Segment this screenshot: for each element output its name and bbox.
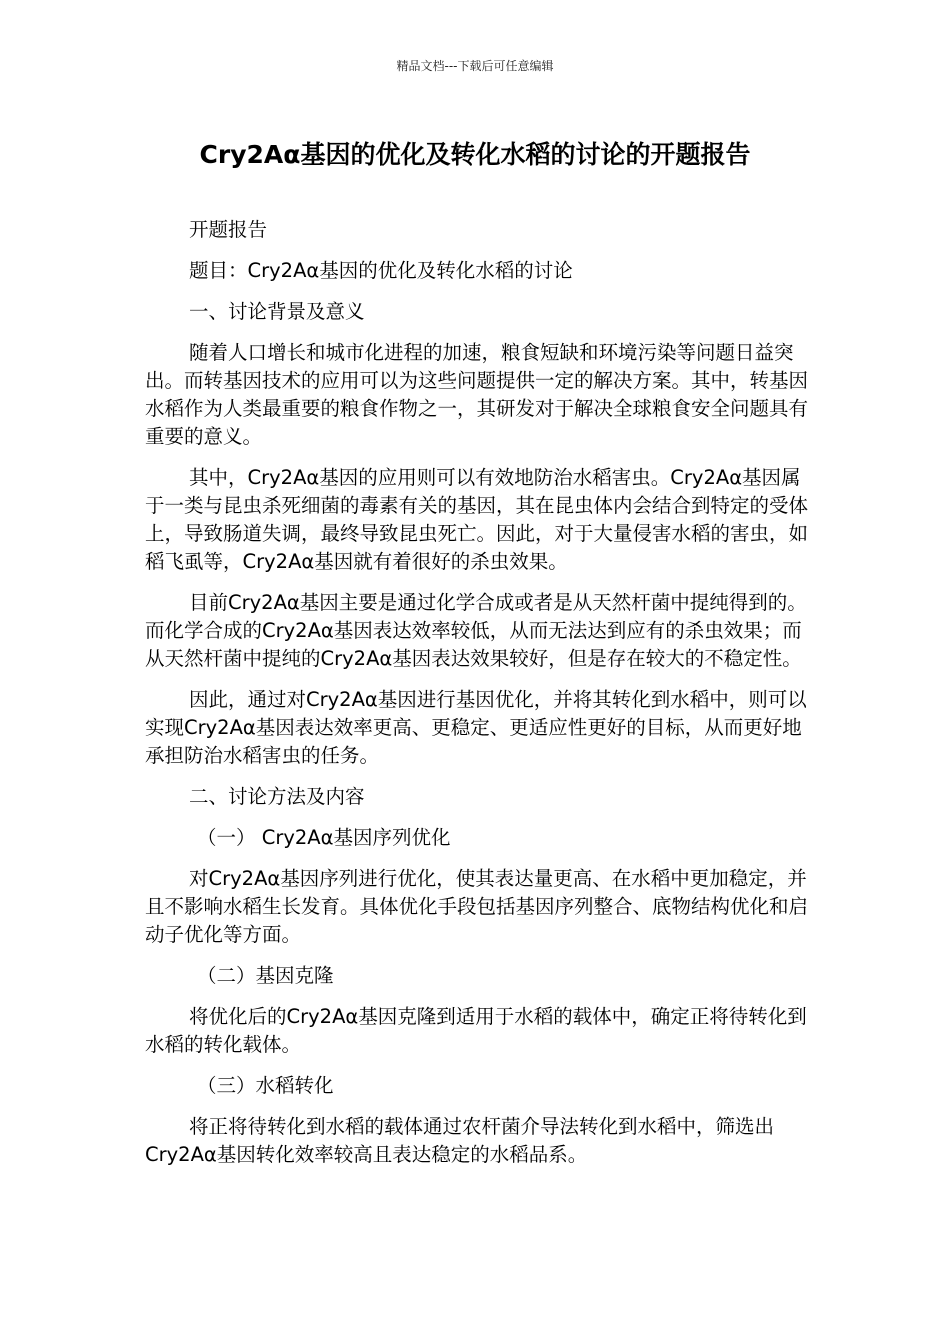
subsection-heading-transformation: （三）水稻转化 bbox=[197, 1074, 334, 1097]
topic-line: 题目：Cry2Aα基因的优化及转化水稻的讨论 bbox=[189, 259, 573, 282]
paragraph: 目前Cry2Aα基因主要是通过化学合成或者是从天然杆菌中提纯得到的。而化学合成的Cry2Aα基因表达效率较低，从而无法达到应有的杀虫效果；而从天然杆菌中提纯的Cry2Aα基因表达效果较好，但是存在较大的不稳定性。 bbox=[145, 591, 807, 670]
running-header: 精品文档---下载后可任意编辑 bbox=[396, 59, 554, 73]
paragraph: 因此，通过对Cry2Aα基因进行基因优化，并将其转化到水稻中，则可以实现Cry2Aα基因表达效率更高、更稳定、更适应性更好的目标，从而更好地承担防治水稻害虫的任务。 bbox=[145, 688, 807, 767]
paragraph: 随着人口增长和城市化进程的加速，粮食短缺和环境污染等问题日益突出。而转基因技术的应用可以为这些问题提供一定的解决方案。其中，转基因水稻作为人类最重要的粮食作物之一，其研发对于解决全球粮食安全问题具有重要的意义。 bbox=[145, 341, 809, 448]
paragraph: 将优化后的Cry2Aα基因克隆到适用于水稻的载体中，确定正将待转化到水稻的转化载体。 bbox=[145, 1005, 807, 1056]
subsection-heading-cloning: （二）基因克隆 bbox=[197, 964, 334, 987]
document-body bbox=[145, 216, 810, 1182]
subsection-heading-optimization: （一） Cry2Aα基因序列优化 bbox=[197, 826, 451, 849]
paragraph: 其中，Cry2Aα基因的应用则可以有效地防治水稻害虫。Cry2Aα基因属于一类与昆虫杀死细菌的毒素有关的基因，其在昆虫体内会结合到特定的受体上，导致肠道失调，最终导致昆虫死亡。因此，对于大量侵害水稻的害虫，如稻飞虱等，Cry2Aα基因就有着很好的杀虫效果。 bbox=[145, 466, 809, 573]
section-heading-background: 一、讨论背景及意义 bbox=[189, 300, 365, 323]
paragraph: 对Cry2Aα基因序列进行优化，使其表达量更高、在水稻中更加稳定，并且不影响水稻生长发育。具体优化手段包括基因序列整合、底物结构优化和启动子优化等方面。 bbox=[145, 867, 809, 946]
report-label: 开题报告 bbox=[189, 218, 268, 241]
section-heading-methods: 二、讨论方法及内容 bbox=[189, 785, 365, 808]
paragraph: 将正将待转化到水稻的载体通过农杆菌介导法转化到水稻中，筛选出Cry2Aα基因转化效率较高且表达稳定的水稻品系。 bbox=[145, 1115, 775, 1166]
document-title: Cry2Aα基因的优化及转化水稻的讨论的开题报告 bbox=[199, 140, 751, 169]
